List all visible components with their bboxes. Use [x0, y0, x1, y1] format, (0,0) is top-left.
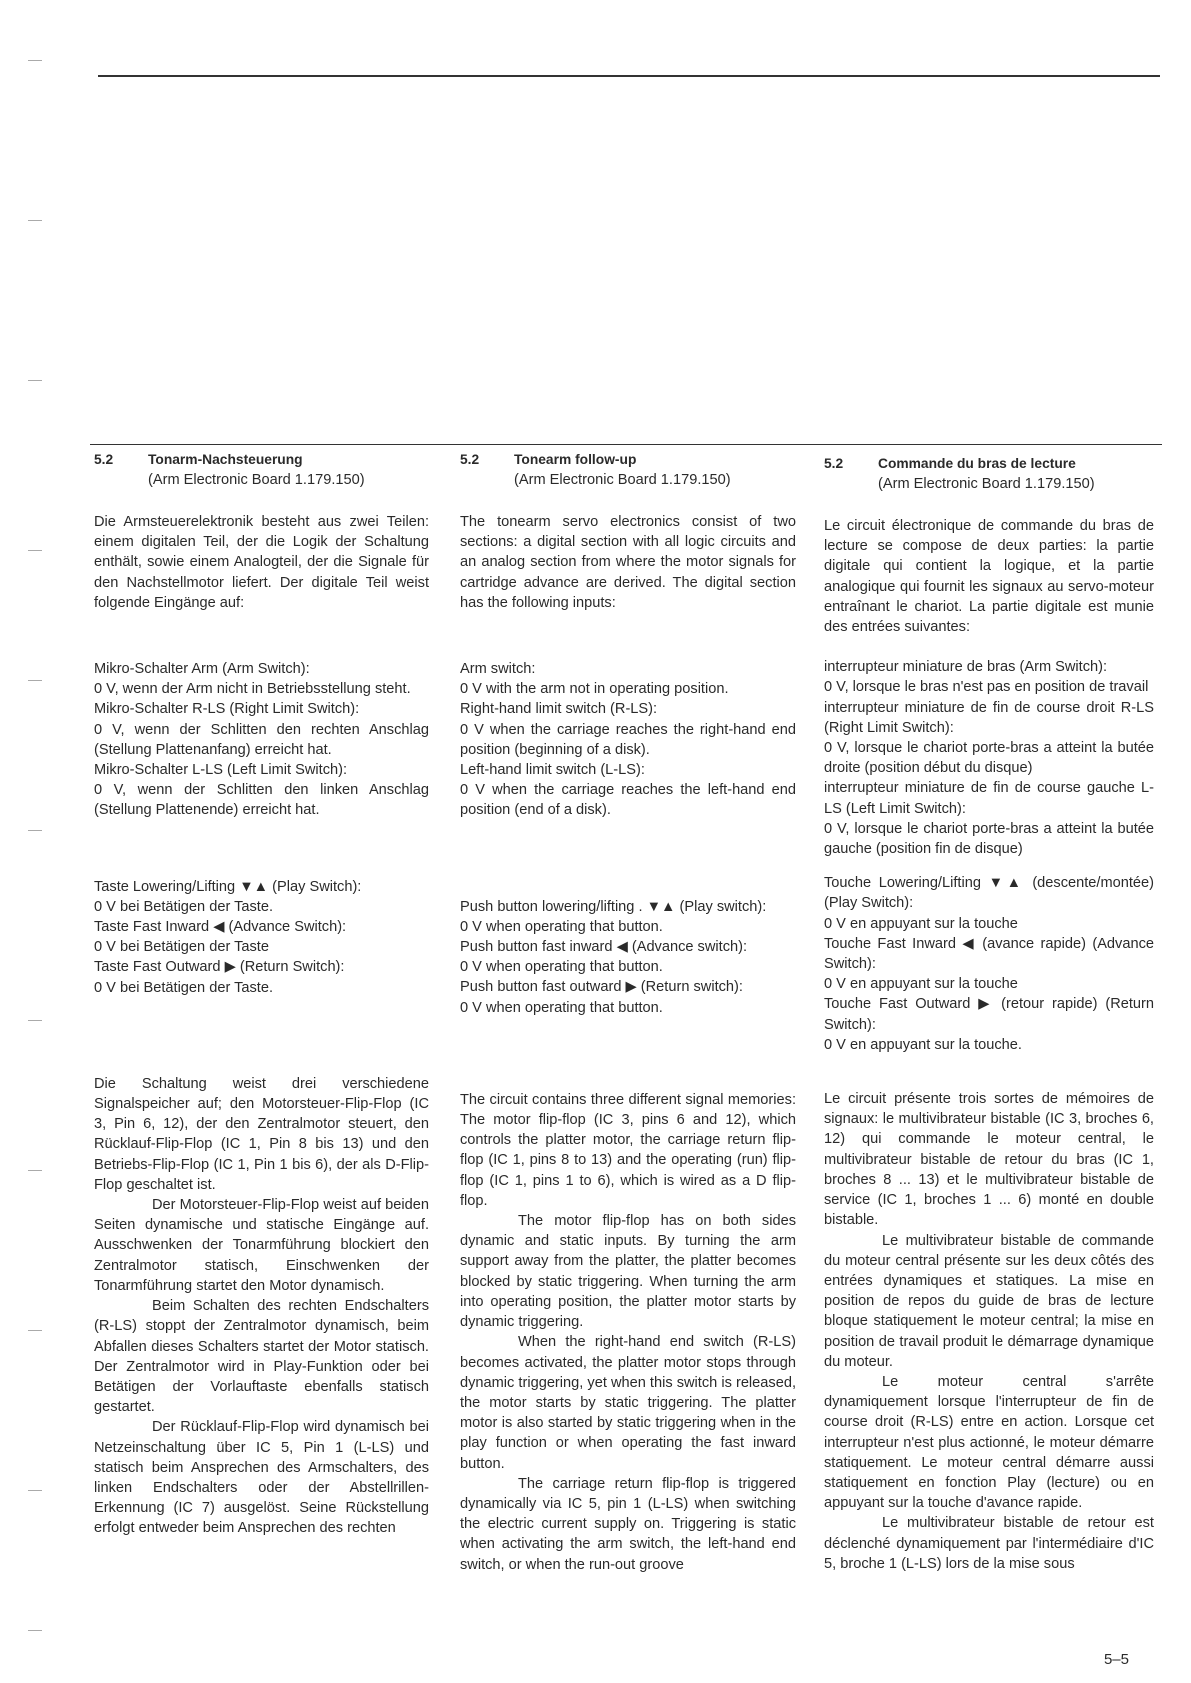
- section-header: [460, 450, 796, 496]
- list-item: Arm switch:: [460, 661, 536, 678]
- list-item: Taste Lowering/Lifting ▼▲ (Play Switch):: [94, 878, 362, 895]
- list-item: Mikro-Schalter R-LS (Right Limit Switch):: [94, 701, 360, 718]
- list-item: 0 V when the carriage reaches the right-hand end position (beginning of a disk).: [460, 721, 796, 758]
- list-item: Push button fast inward ◀ (Advance switch):: [460, 939, 748, 956]
- list-item: interrupteur miniature de bras (Arm Switch):: [824, 659, 1108, 676]
- list-item: 0 V en appuyant sur la touche: [824, 915, 1018, 932]
- intro-paragraph: Le circuit électronique de commande du bras de lecture se compose de deux parties: la partie digitale qui contient la logique, et la partie analogique qui fournit les signaux au servo-moteur entraînant le chariot. La partie digitale est munie des entrées suivantes:: [824, 518, 1154, 636]
- list-item: 0 V bei Betätigen der Taste.: [94, 979, 274, 996]
- list-item: 0 V when operating that button.: [460, 918, 663, 935]
- intro-paragraph: Die Armsteuerelektronik besteht aus zwei Teilen: einem digitalen Teil, der die Logik der Schaltung enthält, sowie einem Analogteil, der die Signale für den Nachstellmotor liefert. Der digitale Teil weist folgende Eingänge auf:: [94, 514, 429, 611]
- switch-list: [94, 659, 429, 821]
- button-list: [94, 877, 429, 998]
- body-text: [824, 1089, 1154, 1574]
- section-rule: [90, 444, 1162, 445]
- list-item: 0 V when operating that button.: [460, 959, 663, 976]
- button-list: [824, 873, 1154, 1055]
- paragraph: Die Schaltung weist drei verschiedene Signalspeicher auf; den Motorsteuer-Flip-Flop (IC 3, Pin 6, 12), der den Zentralmotor steuert, den Rücklauf-Flip-Flop (IC 1, Pin 8 bis 13) und den Betriebs-Flip-Flop (IC 1, Pin 1 bis 6), der als D-Flip-Flop geschaltet ist.: [94, 1075, 429, 1193]
- button-list: [460, 897, 796, 1018]
- list-item: 0 V, wenn der Arm nicht in Betriebsstellung steht.: [94, 681, 411, 698]
- list-item: 0 V with the arm not in operating position.: [460, 681, 729, 698]
- section-number: 5.2: [94, 452, 114, 467]
- list-item: 0 V, lorsque le bras n'est pas en position de travail: [824, 679, 1149, 696]
- list-item: interrupteur miniature de fin de course droit R-LS (Right Limit Switch):: [824, 699, 1154, 736]
- list-item: 0 V en appuyant sur la touche.: [824, 1036, 1022, 1053]
- section-header: [824, 454, 1154, 500]
- top-rule: [98, 75, 1160, 77]
- paragraph: The carriage return flip-flop is triggered dynamically via IC 5, pin 1 (L-LS) when switching the electric current supply on. Triggering is static when activating the arm switch, the left-hand end switch, or when the run-out groove: [460, 1475, 796, 1573]
- list-item: 0 V bei Betätigen der Taste.: [94, 898, 274, 915]
- section-title: Commande du bras de lecture: [878, 456, 1076, 471]
- list-item: Mikro-Schalter L-LS (Left Limit Switch):: [94, 762, 348, 779]
- paragraph: The circuit contains three different signal memories: The motor flip-flop (IC 3, pins 6 and 12), which controls the platter motor, the carriage return flip-flop (IC 1, pins 8 to 13) and the operating (run) flip-flop (IC 1, pins 1 to 6), which is wired as a D flip-flop.: [460, 1091, 796, 1209]
- list-item: 0 V, wenn der Schlitten den linken Anschlag (Stellung Plattenende) erreicht hat.: [94, 782, 429, 819]
- paragraph: Le moteur central s'arrête dynamiquement lorsque l'interrupteur de fin de course droit (R-LS) entre en action. Lorsque cet interrupteur n'est plus actionné, le moteur démarre statiquement. Le moteur central démarre aussi statiquement en fonction Play (lecture) ou en appuyant sur la touche d'avance rapide.: [824, 1373, 1154, 1512]
- list-item: Push button lowering/lifting . ▼▲ (Play switch):: [460, 898, 767, 915]
- list-item: 0 V, wenn der Schlitten den rechten Anschlag (Stellung Plattenanfang) erreicht hat.: [94, 721, 429, 758]
- paragraph: Le circuit présente trois sortes de mémoires de signaux: le multivibrateur bistable (IC 3, broches 6, 12) qui commande le moteur central, le multivibrateur bistable de retour du bras (IC 1, broches 8 ... 13) et le multivibrateur bistable de service (IC 1, broches 1 ... 6) monté en double bistable.: [824, 1091, 1154, 1229]
- page-number: 5–5: [1103, 1651, 1129, 1668]
- list-item: Touche Lowering/Lifting ▼▲ (descente/montée) (Play Switch):: [824, 875, 1154, 912]
- list-item: Touche Fast Outward ▶ (retour rapide) (Return Switch):: [824, 996, 1154, 1033]
- section-title: Tonearm follow-up: [514, 452, 637, 467]
- section-subtitle: (Arm Electronic Board 1.179.150): [878, 476, 1095, 493]
- list-item: 0 V when the carriage reaches the left-hand end position (end of a disk).: [460, 782, 796, 819]
- section-subtitle: (Arm Electronic Board 1.179.150): [148, 472, 365, 489]
- list-item: Mikro-Schalter Arm (Arm Switch):: [94, 661, 310, 678]
- column-french: [824, 446, 1154, 1574]
- paragraph: Beim Schalten des rechten Endschalters (R-LS) stoppt der Zentralmotor dynamisch, beim Abfallen dieses Schalters startet der Motor statisch. Der Zentralmotor wird in Play-Funktion oder bei Betätigen der Vorlauftaste ebenfalls statisch gestartet.: [94, 1298, 429, 1416]
- paragraph: The motor flip-flop has on both sides dynamic and static inputs. By turning the arm support away from the platter, the platter becomes blocked by static triggering. When turning the arm into operating position, the platter motor starts by dynamic triggering.: [460, 1213, 796, 1331]
- column-german: [94, 446, 429, 1539]
- list-item: Touche Fast Inward ◀ (avance rapide) (Advance Switch):: [824, 935, 1154, 973]
- body-text: [460, 1090, 796, 1575]
- section-subtitle: (Arm Electronic Board 1.179.150): [514, 472, 731, 489]
- switch-list: [824, 657, 1154, 859]
- list-item: Push button fast outward ▶ (Return switch):: [460, 979, 743, 996]
- list-item: Left-hand limit switch (L-LS):: [460, 762, 645, 779]
- list-item: 0 V, lorsque le chariot porte-bras a atteint la butée droite (position début du disque): [824, 740, 1154, 777]
- list-item: 0 V bei Betätigen der Taste: [94, 939, 269, 956]
- list-item: Right-hand limit switch (R-LS):: [460, 701, 658, 718]
- scan-margin-marks: [28, 40, 58, 1660]
- list-item: 0 V en appuyant sur la touche: [824, 976, 1018, 993]
- list-item: 0 V, lorsque le chariot porte-bras a atteint la butée gauche (position fin de disque): [824, 820, 1154, 858]
- section-header: [94, 450, 429, 496]
- paragraph: Le multivibrateur bistable de retour est déclenché dynamiquement par l'intermédiaire d'IC 5, broche 1 (L-LS) lors de la mise sous: [824, 1515, 1154, 1572]
- list-item: 0 V when operating that button.: [460, 999, 663, 1016]
- list-item: Taste Fast Outward ▶ (Return Switch):: [94, 959, 345, 976]
- switch-list: [460, 659, 796, 821]
- intro-paragraph: The tonearm servo electronics consist of two sections: a digital section with all logic circuits and an analog section from where the motor signals for cartridge advance are derived. The digital section has the following inputs:: [460, 514, 796, 611]
- paragraph: When the right-hand end switch (R-LS) becomes activated, the platter motor stops through dynamic triggering, yet when this switch is released, the motor starts by static triggering. The platter motor is also started by static triggering when in the play function or when operating the fast inward button.: [460, 1334, 796, 1472]
- section-title: Tonarm-Nachsteuerung: [148, 452, 303, 467]
- paragraph: Der Motorsteuer-Flip-Flop weist auf beiden Seiten dynamische und statische Eingänge auf. Ausschwenken der Tonarmführung blockiert den Zentralmotor statisch, Einschwenken der Tonarmführung startet den Motor dynamisch.: [94, 1197, 429, 1294]
- list-item: Taste Fast Inward ◀ (Advance Switch):: [94, 919, 347, 936]
- section-number: 5.2: [824, 456, 844, 471]
- column-english: [460, 446, 796, 1575]
- paragraph: Der Rücklauf-Flip-Flop wird dynamisch bei Netzeinschaltung über IC 5, Pin 1 (L-LS) und statisch beim Ansprechen des Armschalters, des linken Endschalters oder der Abstellrillen-Erkennung (IC 7) ausgelöst. Seine Rückstellung erfolgt entweder beim Ansprechen des rechten: [94, 1419, 429, 1537]
- paragraph: Le multivibrateur bistable de commande du moteur central présente sur les deux côtés des entrées dynamiques et statiques. La mise en position de repos du guide de bras de lecture bloque statiquement le moteur central; la mise en position de travail produit le démarrage dynamique du moteur.: [824, 1232, 1154, 1370]
- section-number: 5.2: [460, 452, 480, 467]
- body-text: [94, 1074, 429, 1539]
- list-item: interrupteur miniature de fin de course gauche L-LS (Left Limit Switch):: [824, 780, 1154, 817]
